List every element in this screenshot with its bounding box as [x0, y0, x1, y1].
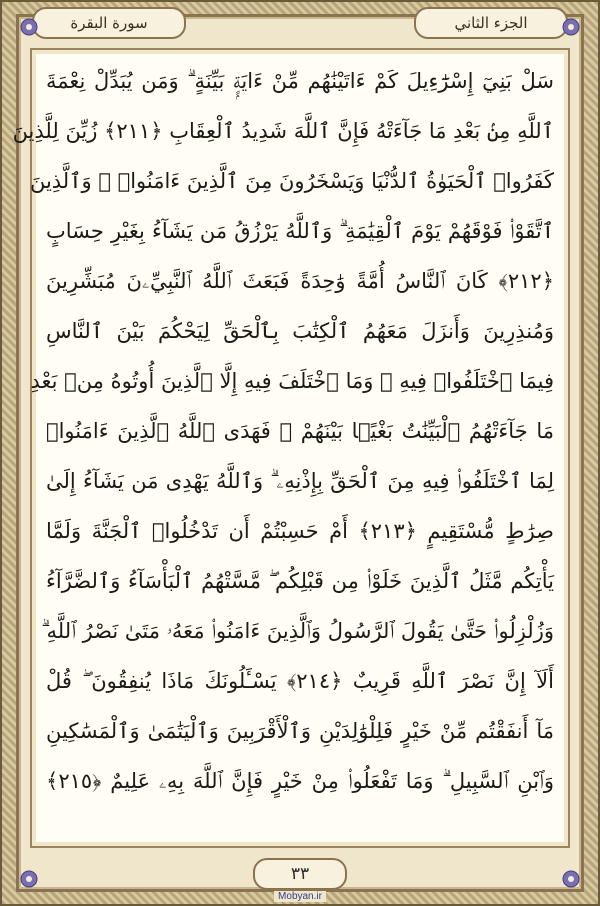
page-number: ٣٣ — [253, 858, 347, 890]
text-line: مَا جَآءَتْهُمُ ٱلْبَيِّنَٰتُ بَغْيًۢا بَيْنَهُمْ ۖ فَهَدَى ٱللَّهُ ٱلَّذِينَ ءَامَنُوا۟ — [46, 419, 554, 443]
page-footer — [2, 856, 598, 902]
quran-text-panel — [12, 48, 570, 848]
text-line: كَفَرُوا۟ ٱلْحَيَوٰةُ ٱلدُّنْيَا وَيَسْخَرُونَ مِنَ ٱلَّذِينَ ءَامَنُوا۟ ۘ وَٱلَّذِينَ — [29, 169, 554, 193]
text-line: ٱتَّقَوْا۟ فَوْقَهُمْ يَوْمَ ٱلْقِيَٰمَةِ ۗ وَٱللَّهُ يَرْزُقُ مَن يَشَآءُ بِغَيْرِ حِسَابٍ — [46, 219, 554, 243]
surah-name-label: سورة البقرة — [32, 7, 186, 39]
corner-ornament-icon — [560, 16, 582, 38]
text-line: وَمُنذِرِينَ وَأَنزَلَ مَعَهُمُ ٱلْكِتَٰبَ بِٱلْحَقِّ لِيَحْكُمَ بَيْنَ ٱلنَّاسِ — [46, 319, 554, 343]
text-line: وَزُلْزِلُوا۟ حَتَّىٰ يَقُولَ ٱلرَّسُولُ وَٱلَّذِينَ ءَامَنُوا۟ مَعَهُۥ مَتَىٰ نَصْرُ ٱللَّهِ ۗ — [41, 619, 554, 643]
text-line: فِيمَا ٱخْتَلَفُوا۟ فِيهِ ۚ وَمَا ٱخْتَلَفَ فِيهِ إِلَّا ٱلَّذِينَ أُوتُوهُ مِنۢ بَعْدِ — [30, 369, 554, 393]
text-line: لِمَا ٱخْتَلَفُوا۟ فِيهِ مِنَ ٱلْحَقِّ بِإِذْنِهِۦ ۗ وَٱللَّهُ يَهْدِى مَن يَشَآءُ إِلَىٰ — [46, 469, 554, 493]
text-line: يَأْتِكُم مَّثَلُ ٱلَّذِينَ خَلَوْا۟ مِن قَبْلِكُم ۖ مَّسَّتْهُمُ ٱلْبَأْسَآءُ وَٱلضَّرَّآءُ — [46, 569, 554, 593]
text-line: ﴿٢١٢﴾ كَانَ ٱلنَّاسُ أُمَّةً وَٰحِدَةً فَبَعَثَ ٱللَّهُ ٱلنَّبِيِّۦنَ مُبَشِّرِينَ — [46, 269, 554, 293]
text-line: ٱللَّهِ مِنۢ بَعْدِ مَا جَآءَتْهُ فَإِنَّ ٱللَّهَ شَدِيدُ ٱلْعِقَابِ ﴿٢١١﴾ زُيِّنَ لِلَّذِينَ — [12, 119, 554, 143]
text-line: مَآ أَنفَقْتُم مِّنْ خَيْرٍ فَلِلْوَٰلِدَيْنِ وَٱلْأَقْرَبِينَ وَٱلْيَتَٰمَىٰ وَٱلْمَسَٰكِينِ — [46, 719, 554, 743]
text-line: سَلْ بَنِيٓ إِسْرَٰٓءِيلَ كَمْ ءَاتَيْنَٰهُم مِّنْ ءَايَةٍۭ بَيِّنَةٍ ۗ وَمَن يُبَدِّلْ نِعْمَةَ — [46, 69, 554, 93]
juz-label: الجزء الثاني — [414, 7, 568, 39]
text-line: وَٱبْنِ ٱلسَّبِيلِ ۗ وَمَا تَفْعَلُوا۟ مِنْ خَيْرٍ فَإِنَّ ٱللَّهَ بِهِۦ عَلِيمٌ ﴿٢١٥﴾ — [46, 769, 554, 793]
site-watermark: Mobyan.ir — [274, 891, 326, 902]
text-line: أَلَآ إِنَّ نَصْرَ ٱللَّهِ قَرِيبٌ ﴿٢١٤﴾ يَسْـَٔلُونَكَ مَاذَا يُنفِقُونَ ۖ قُلْ — [46, 669, 554, 693]
corner-ornament-icon — [18, 16, 40, 38]
text-line: صِرَٰطٍ مُّسْتَقِيمٍ ﴿٢١٣﴾ أَمْ حَسِبْتُمْ أَن تَدْخُلُوا۟ ٱلْجَنَّةَ وَلَمَّا — [46, 519, 554, 543]
page-header — [32, 6, 568, 40]
